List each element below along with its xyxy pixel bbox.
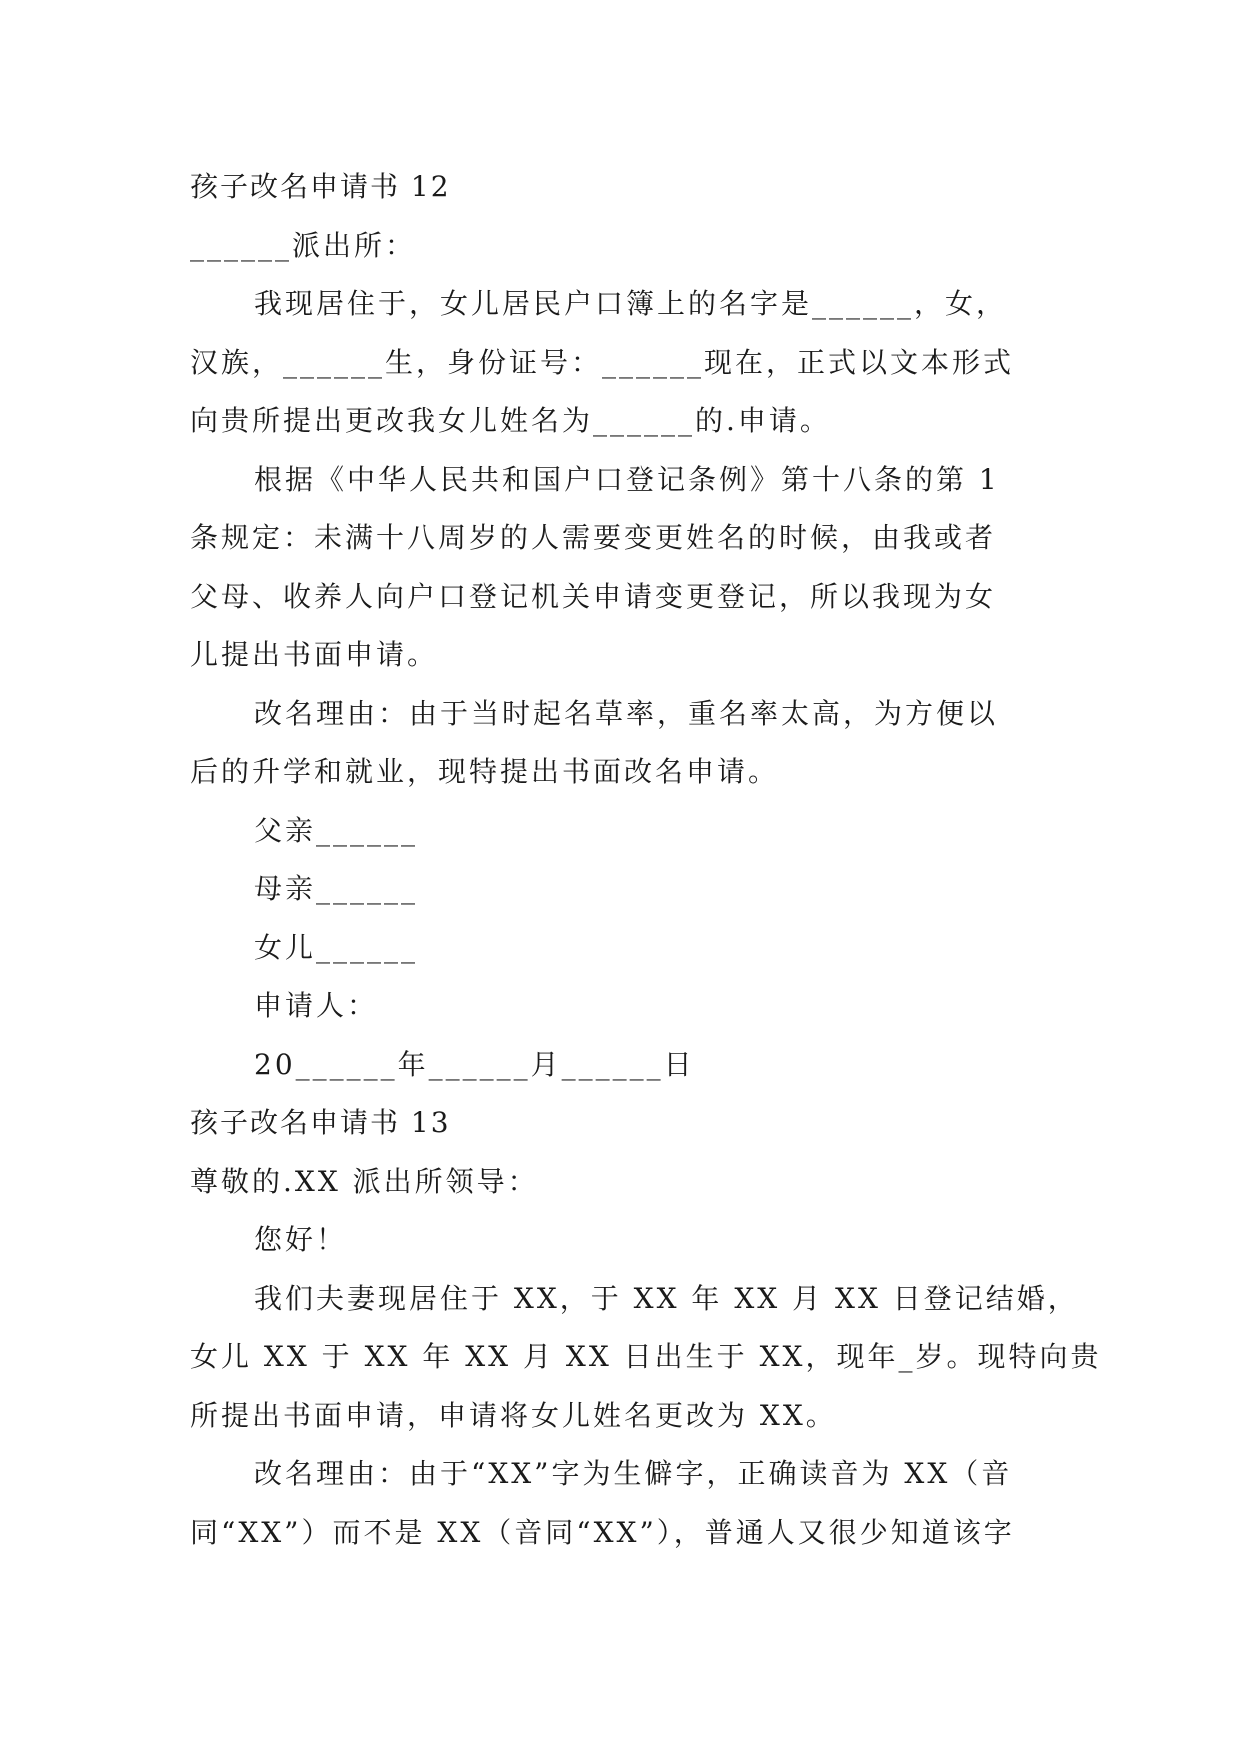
paragraph-line: 汉族，______生，身份证号：______现在，正式以文本形式 <box>190 345 1015 379</box>
signature-father: 父亲______ <box>254 813 419 847</box>
doc-title: 孩子改名申请书 12 <box>190 170 451 203</box>
signature-daughter: 女儿______ <box>254 930 419 964</box>
signature-mother: 母亲______ <box>254 872 419 905</box>
paragraph-line: 根据《中华人民共和国户口登记条例》第十八条的第 1 <box>254 462 1000 496</box>
applicant-label: 申请人： <box>254 989 379 1022</box>
paragraph-line: 改名理由：由于当时起名草率，重名率太高，为方便以 <box>254 696 999 730</box>
paragraph-line: 父母、收养人向户口登记机关申请变更登记，所以我现为女 <box>190 579 997 613</box>
paragraph-line: 所提出书面申请，申请将女儿姓名更改为 XX。 <box>190 1398 837 1432</box>
document-page <box>190 158 1102 1562</box>
paragraph-line: 后的升学和就业，现特提出书面改名申请。 <box>190 755 780 788</box>
paragraph-line: 同“XX”）而不是 XX（音同“XX”），普通人又很少知道该字 <box>190 1515 1015 1549</box>
paragraph-line: 条规定：未满十八周岁的人需要变更姓名的时候，由我或者 <box>190 521 997 554</box>
paragraph-line: 改名理由：由于“XX”字为生僻字，正确读音为 XX（音 <box>254 1457 1013 1490</box>
paragraph-line: 女儿 XX 于 XX 年 XX 月 XX 日出生于 XX，现年_岁。现特向贵 <box>190 1340 1102 1373</box>
paragraph-line: 儿提出书面申请。 <box>190 638 439 671</box>
recipient-line: 尊敬的.XX 派出所领导： <box>190 1164 539 1198</box>
paragraph-line: 我现居住于，女儿居民户口簿上的名字是______，女， <box>254 287 1008 320</box>
recipient-line: ______派出所： <box>190 228 417 262</box>
greeting-line: 您好！ <box>254 1223 348 1256</box>
paragraph-line: 向贵所提出更改我女儿姓名为______的.申请。 <box>190 404 831 437</box>
doc-title: 孩子改名申请书 13 <box>190 1106 451 1139</box>
paragraph-line: 我们夫妻现居住于 XX，于 XX 年 XX 月 XX 日登记结婚， <box>254 1281 1079 1315</box>
date-line: 20______年______月______日 <box>254 1047 695 1081</box>
